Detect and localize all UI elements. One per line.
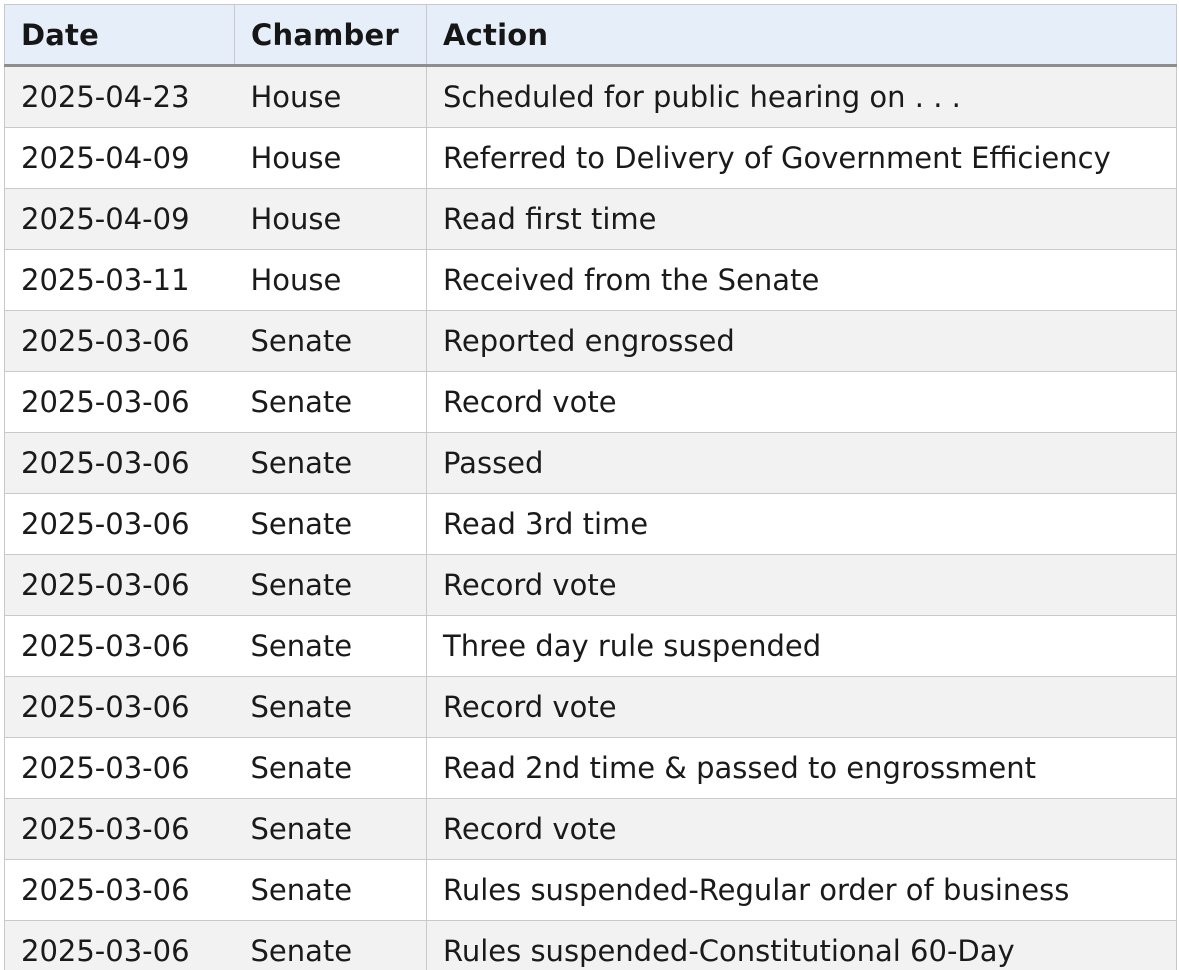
- row-action-cell: Rules suspended-Constitutional 60-Day: [427, 921, 1177, 970]
- table-row: [5, 799, 1177, 860]
- row-action-cell: Referred to Delivery of Government Efficiency: [427, 128, 1177, 189]
- row-date-cell: 2025-03-06: [5, 921, 235, 970]
- row-action-cell: Rules suspended-Regular order of business: [427, 860, 1177, 921]
- row-date-cell: 2025-04-23: [5, 66, 235, 128]
- row-chamber-cell: Senate: [235, 799, 427, 860]
- row-action-cell: Record vote: [427, 799, 1177, 860]
- table-body: [5, 66, 1177, 970]
- row-date-cell: 2025-04-09: [5, 128, 235, 189]
- row-chamber-cell: House: [235, 66, 427, 128]
- table-row: [5, 555, 1177, 616]
- table-row: [5, 189, 1177, 250]
- row-date-cell: 2025-04-09: [5, 189, 235, 250]
- table-row: [5, 738, 1177, 799]
- table-header: [5, 5, 1177, 66]
- row-date-cell: 2025-03-06: [5, 677, 235, 738]
- bill-actions-table: [4, 4, 1177, 970]
- row-date-cell: 2025-03-06: [5, 738, 235, 799]
- row-date-cell: 2025-03-06: [5, 616, 235, 677]
- table-row: [5, 250, 1177, 311]
- table-row: [5, 860, 1177, 921]
- row-date-cell: 2025-03-06: [5, 555, 235, 616]
- row-action-cell: Record vote: [427, 677, 1177, 738]
- row-action-cell: Three day rule suspended: [427, 616, 1177, 677]
- row-chamber-cell: Senate: [235, 372, 427, 433]
- table-row: [5, 311, 1177, 372]
- row-action-cell: Read 2nd time & passed to engrossment: [427, 738, 1177, 799]
- row-action-cell: Record vote: [427, 555, 1177, 616]
- row-action-cell: Reported engrossed: [427, 311, 1177, 372]
- column-header-date[interactable]: Date: [5, 5, 235, 66]
- table-row: [5, 66, 1177, 128]
- row-chamber-cell: House: [235, 128, 427, 189]
- table-row: [5, 494, 1177, 555]
- row-chamber-cell: Senate: [235, 555, 427, 616]
- row-action-cell: Read first time: [427, 189, 1177, 250]
- row-chamber-cell: Senate: [235, 738, 427, 799]
- column-header-chamber[interactable]: Chamber: [235, 5, 427, 66]
- row-chamber-cell: Senate: [235, 433, 427, 494]
- row-date-cell: 2025-03-06: [5, 860, 235, 921]
- table-row: [5, 677, 1177, 738]
- row-chamber-cell: Senate: [235, 494, 427, 555]
- table-row: [5, 921, 1177, 970]
- row-action-cell: Received from the Senate: [427, 250, 1177, 311]
- table-row: [5, 616, 1177, 677]
- row-action-cell: Record vote: [427, 372, 1177, 433]
- row-date-cell: 2025-03-06: [5, 494, 235, 555]
- table-row: [5, 433, 1177, 494]
- row-date-cell: 2025-03-11: [5, 250, 235, 311]
- header-row: [5, 5, 1177, 66]
- row-chamber-cell: Senate: [235, 311, 427, 372]
- column-header-action[interactable]: Action: [427, 5, 1177, 66]
- row-chamber-cell: Senate: [235, 616, 427, 677]
- row-chamber-cell: Senate: [235, 860, 427, 921]
- row-chamber-cell: House: [235, 189, 427, 250]
- row-action-cell: Scheduled for public hearing on . . .: [427, 66, 1177, 128]
- row-chamber-cell: Senate: [235, 677, 427, 738]
- table-row: [5, 128, 1177, 189]
- row-date-cell: 2025-03-06: [5, 433, 235, 494]
- row-chamber-cell: House: [235, 250, 427, 311]
- table-row: [5, 372, 1177, 433]
- row-chamber-cell: Senate: [235, 921, 427, 970]
- row-action-cell: Read 3rd time: [427, 494, 1177, 555]
- row-date-cell: 2025-03-06: [5, 311, 235, 372]
- row-action-cell: Passed: [427, 433, 1177, 494]
- row-date-cell: 2025-03-06: [5, 372, 235, 433]
- row-date-cell: 2025-03-06: [5, 799, 235, 860]
